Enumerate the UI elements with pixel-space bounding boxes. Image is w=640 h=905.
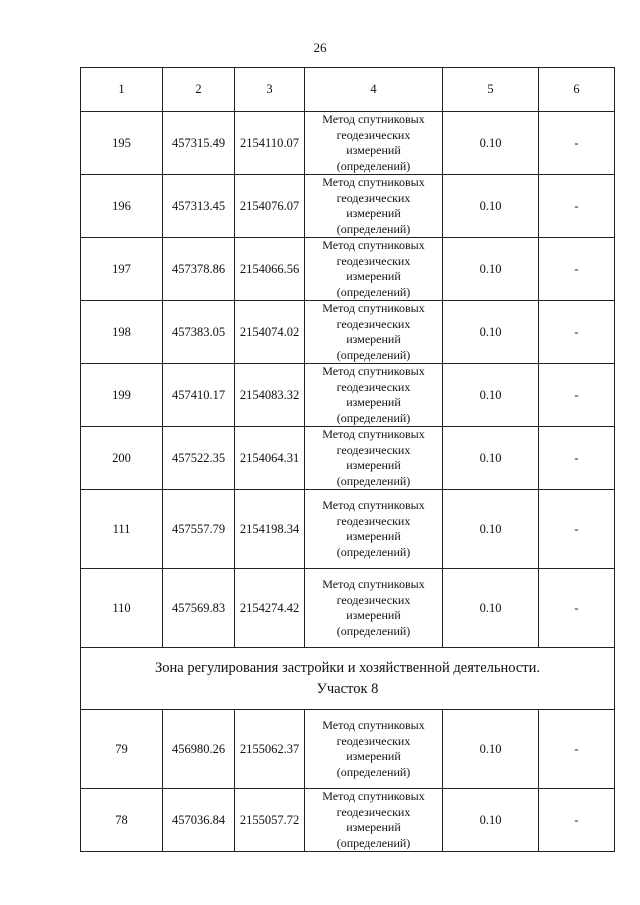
method-line: измерений (346, 749, 401, 763)
accuracy-cell: 0.10 (443, 789, 539, 852)
method-line: измерений (346, 458, 401, 472)
method-line: геодезических (336, 379, 411, 394)
method-cell (305, 175, 443, 238)
zone-heading-row (81, 648, 615, 710)
note-cell: - (539, 490, 615, 569)
method-line: геодезических (336, 442, 411, 457)
point-number-cell: 111 (81, 490, 163, 569)
column-header: 1 (81, 68, 163, 112)
method-line: измерений (346, 608, 401, 622)
method-line: Метод спутниковых (322, 718, 425, 732)
method-line: (определений) (336, 158, 411, 173)
method-line: (определений) (336, 623, 411, 638)
y-coordinate-cell: 2155062.37 (235, 710, 305, 789)
method-cell (305, 301, 443, 364)
y-coordinate-cell: 2154274.42 (235, 569, 305, 648)
y-coordinate-cell: 2154064.31 (235, 427, 305, 490)
method-line: измерений (346, 395, 401, 409)
method-cell (305, 364, 443, 427)
point-number-cell: 198 (81, 301, 163, 364)
y-coordinate-cell: 2154110.07 (235, 112, 305, 175)
method-line: геодезических (336, 804, 411, 819)
zone-heading-line: Зона регулирования застройки и хозяйственной деятельности. (154, 659, 541, 676)
method-line: Метод спутниковых (322, 498, 425, 512)
method-line: Метод спутниковых (322, 112, 425, 126)
point-number-cell: 200 (81, 427, 163, 490)
x-coordinate-cell: 457557.79 (163, 490, 235, 569)
accuracy-cell: 0.10 (443, 427, 539, 490)
table-row (81, 364, 615, 427)
method-line: геодезических (336, 513, 411, 528)
method-cell (305, 569, 443, 648)
accuracy-cell: 0.10 (443, 301, 539, 364)
method-line: Метод спутниковых (322, 789, 425, 803)
accuracy-cell: 0.10 (443, 238, 539, 301)
x-coordinate-cell: 457569.83 (163, 569, 235, 648)
note-cell: - (539, 569, 615, 648)
table-header-row (81, 68, 615, 112)
note-cell: - (539, 175, 615, 238)
method-line: Метод спутниковых (322, 427, 425, 441)
method-line: геодезических (336, 316, 411, 331)
y-coordinate-cell: 2154074.02 (235, 301, 305, 364)
page-number: 26 (313, 40, 327, 55)
method-line: Метод спутниковых (322, 364, 425, 378)
method-line: Метод спутниковых (322, 577, 425, 591)
method-line: Метод спутниковых (322, 175, 425, 189)
x-coordinate-cell: 457410.17 (163, 364, 235, 427)
table-row (81, 175, 615, 238)
table-row (81, 569, 615, 648)
method-line: Метод спутниковых (322, 301, 425, 315)
note-cell: - (539, 112, 615, 175)
method-line: измерений (346, 143, 401, 157)
point-number-cell: 196 (81, 175, 163, 238)
method-cell (305, 112, 443, 175)
point-number-cell: 195 (81, 112, 163, 175)
y-coordinate-cell: 2154198.34 (235, 490, 305, 569)
table-row (81, 710, 615, 789)
point-number-cell: 197 (81, 238, 163, 301)
zone-heading (81, 648, 615, 710)
method-line: (определений) (336, 544, 411, 559)
y-coordinate-cell: 2155057.72 (235, 789, 305, 852)
method-line: геодезических (336, 127, 411, 142)
table-row (81, 789, 615, 852)
method-line: геодезических (336, 253, 411, 268)
y-coordinate-cell: 2154083.32 (235, 364, 305, 427)
x-coordinate-cell: 457383.05 (163, 301, 235, 364)
point-number-cell: 110 (81, 569, 163, 648)
accuracy-cell: 0.10 (443, 710, 539, 789)
x-coordinate-cell: 457315.49 (163, 112, 235, 175)
coordinates-table (80, 67, 615, 852)
table-row (81, 490, 615, 569)
table-row (81, 427, 615, 490)
column-header: 3 (235, 68, 305, 112)
column-header: 5 (443, 68, 539, 112)
method-line: Метод спутниковых (322, 238, 425, 252)
point-number-cell: 199 (81, 364, 163, 427)
point-number-cell: 78 (81, 789, 163, 852)
method-line: измерений (346, 206, 401, 220)
method-line: измерений (346, 529, 401, 543)
column-header: 6 (539, 68, 615, 112)
method-line: измерений (346, 332, 401, 346)
column-header: 4 (305, 68, 443, 112)
x-coordinate-cell: 457378.86 (163, 238, 235, 301)
note-cell: - (539, 427, 615, 490)
table-row (81, 112, 615, 175)
method-line: (определений) (336, 473, 411, 488)
method-cell (305, 238, 443, 301)
method-line: (определений) (336, 347, 411, 362)
method-line: (определений) (336, 221, 411, 236)
method-line: геодезических (336, 592, 411, 607)
note-cell: - (539, 710, 615, 789)
method-cell (305, 427, 443, 490)
point-number-cell: 79 (81, 710, 163, 789)
x-coordinate-cell: 456980.26 (163, 710, 235, 789)
note-cell: - (539, 238, 615, 301)
table-row (81, 301, 615, 364)
method-line: (определений) (336, 284, 411, 299)
accuracy-cell: 0.10 (443, 364, 539, 427)
note-cell: - (539, 789, 615, 852)
method-line: геодезических (336, 190, 411, 205)
method-line: (определений) (336, 410, 411, 425)
table-row (81, 238, 615, 301)
method-line: измерений (346, 269, 401, 283)
zone-heading-line: Участок 8 (316, 680, 379, 697)
method-line: измерений (346, 820, 401, 834)
method-cell (305, 789, 443, 852)
x-coordinate-cell: 457036.84 (163, 789, 235, 852)
method-line: (определений) (336, 764, 411, 779)
x-coordinate-cell: 457313.45 (163, 175, 235, 238)
method-line: (определений) (336, 835, 411, 850)
x-coordinate-cell: 457522.35 (163, 427, 235, 490)
y-coordinate-cell: 2154076.07 (235, 175, 305, 238)
note-cell: - (539, 364, 615, 427)
note-cell: - (539, 301, 615, 364)
accuracy-cell: 0.10 (443, 112, 539, 175)
method-cell (305, 490, 443, 569)
accuracy-cell: 0.10 (443, 490, 539, 569)
column-header: 2 (163, 68, 235, 112)
accuracy-cell: 0.10 (443, 175, 539, 238)
method-line: геодезических (336, 733, 411, 748)
accuracy-cell: 0.10 (443, 569, 539, 648)
method-cell (305, 710, 443, 789)
y-coordinate-cell: 2154066.56 (235, 238, 305, 301)
